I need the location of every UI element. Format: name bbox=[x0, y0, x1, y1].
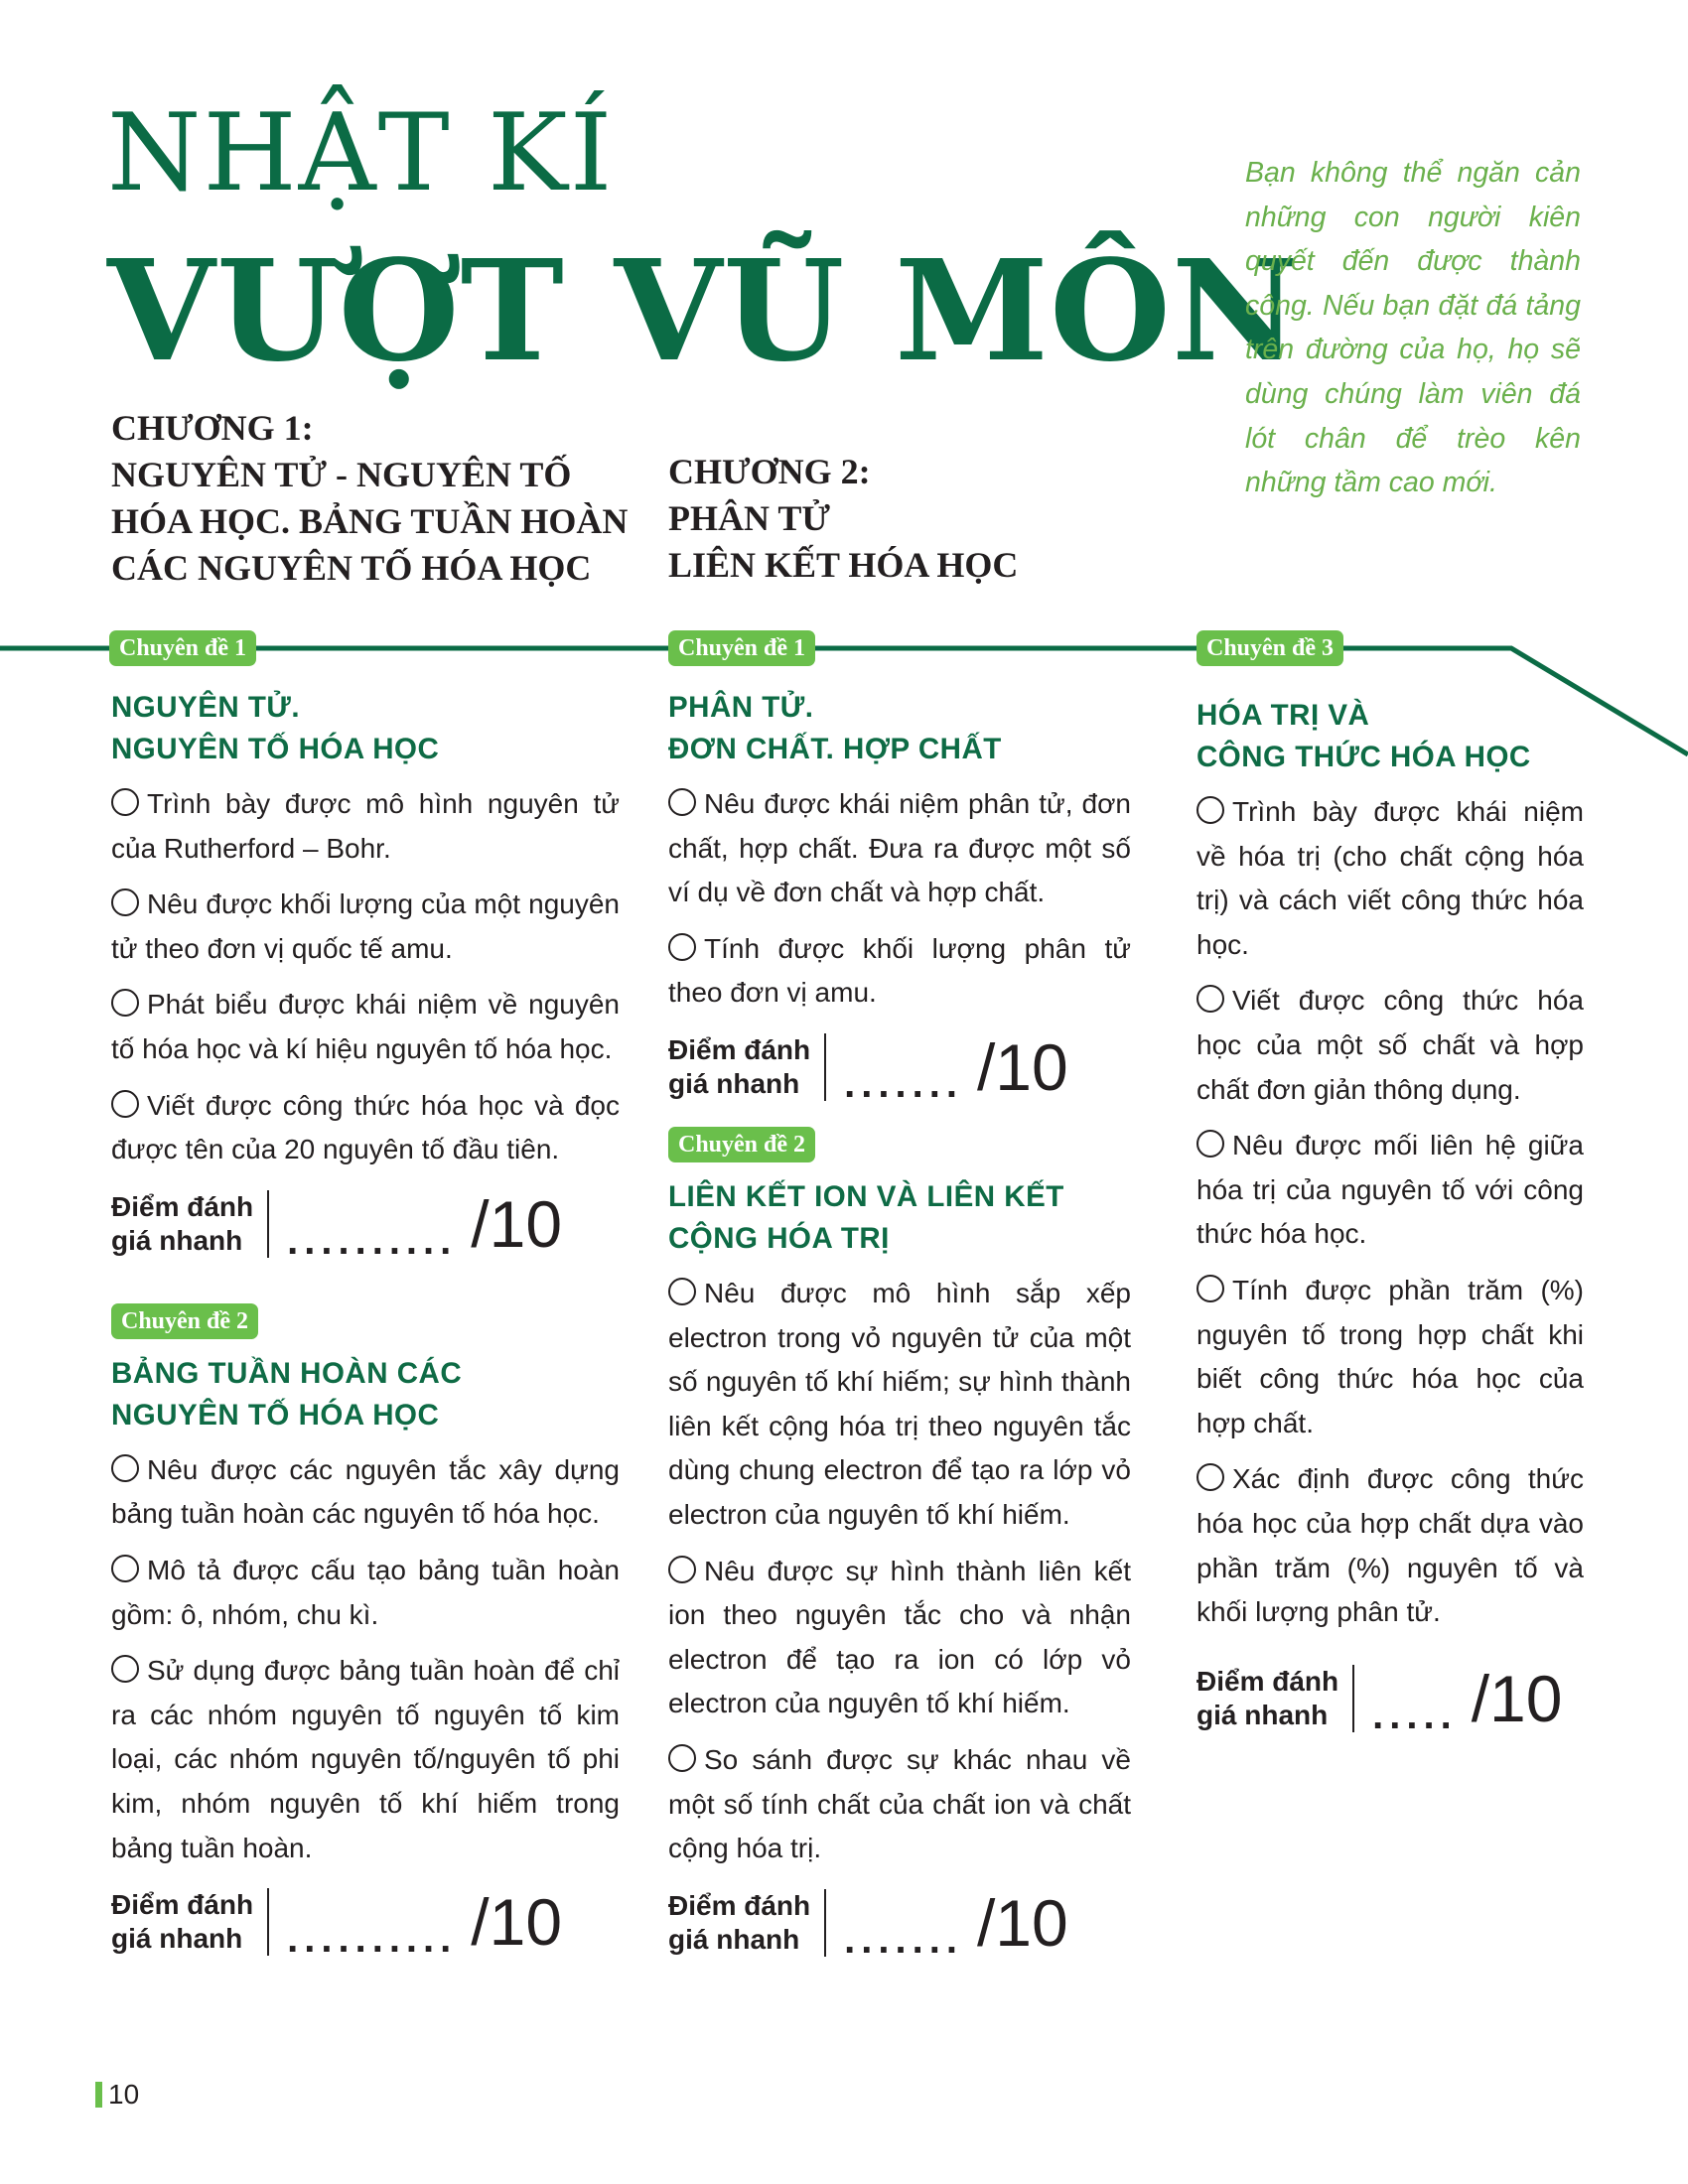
score-max: /10 bbox=[471, 1885, 563, 1960]
quick-score: Điểm đánh giá nhanh ....... /10 bbox=[668, 1885, 1068, 1962]
checkbox-circle-icon[interactable] bbox=[668, 933, 696, 961]
topic-badge: Chuyên đề 1 bbox=[668, 630, 815, 666]
chapter-2-heading bbox=[668, 449, 1018, 589]
checkbox-circle-icon[interactable] bbox=[111, 1454, 139, 1482]
checklist-item[interactable]: Nêu được sự hình thành liên kết ion theo nguyên tắc cho và nhận electron để tạo ra ion có lớp vỏ electron của nguyên tố khí hiếm. bbox=[668, 1555, 1131, 1719]
checkbox-circle-icon[interactable] bbox=[111, 788, 139, 816]
checkbox-circle-icon[interactable] bbox=[1196, 796, 1224, 824]
checkbox-circle-icon[interactable] bbox=[111, 1090, 139, 1118]
score-max: /10 bbox=[471, 1186, 563, 1261]
checklist-item[interactable]: Nêu được khái niệm phân tử, đơn chất, hợp chất. Đưa ra được một số ví dụ về đơn chất và hợp chất. bbox=[668, 788, 1131, 908]
topic-badge: Chuyên đề 2 bbox=[668, 1127, 815, 1162]
quote: Bạn không thể ngăn cản những con người kiên quyết đến được thành công. Nếu bạn đặt đá tảng trên đường của họ, họ sẽ dùng chúng làm viên đá lót chân để trèo kên những tầm cao mới. bbox=[1245, 157, 1581, 499]
checkbox-circle-icon[interactable] bbox=[668, 788, 696, 816]
checkbox-circle-icon[interactable] bbox=[111, 989, 139, 1017]
checklist-item[interactable]: Tính được khối lượng phân tử theo đơn vị amu. bbox=[668, 932, 1131, 1009]
title-line-1: NHẬT KÍ bbox=[107, 91, 615, 215]
checkbox-circle-icon[interactable] bbox=[111, 1655, 139, 1683]
column-1 bbox=[111, 687, 620, 1962]
checklist-item[interactable]: Phát biểu được khái niệm về nguyên tố hóa học và kí hiệu nguyên tố hóa học. bbox=[111, 989, 620, 1064]
checklist-item[interactable]: Sử dụng được bảng tuần hoàn để chỉ ra các nhóm nguyên tố nguyên tố kim loại, các nhóm nguyên tố/nguyên tố phi kim, nhóm nguyên tố khí hiếm trong bảng tuần hoàn. bbox=[111, 1655, 620, 1863]
quick-score: Điểm đánh giá nhanh ....... /10 bbox=[668, 1029, 1068, 1106]
topic-title: PHÂN TỬ. ĐƠN CHẤT. HỢP CHẤT bbox=[668, 691, 1002, 765]
chapter-line: CÁC NGUYÊN TỐ HÓA HỌC bbox=[111, 548, 592, 588]
checklist-item[interactable]: Trình bày được mô hình nguyên tử của Rutherford – Bohr. bbox=[111, 788, 620, 864]
score-blank[interactable]: ..... bbox=[1372, 1693, 1458, 1737]
checkbox-circle-icon[interactable] bbox=[111, 888, 139, 916]
score-blank[interactable]: .......... bbox=[287, 1917, 458, 1962]
chapter-line: LIÊN KẾT HÓA HỌC bbox=[668, 545, 1019, 585]
topic-title: BẢNG TUẦN HOÀN CÁC NGUYÊN TỐ HÓA HỌC bbox=[111, 1356, 463, 1432]
checklist-item[interactable]: Nêu được các nguyên tắc xây dựng bảng tuần hoàn các nguyên tố hóa học. bbox=[111, 1453, 620, 1530]
quick-score: Điểm đánh giá nhanh ..... /10 bbox=[1196, 1661, 1563, 1737]
checklist-item[interactable]: Tính được phần trăm (%) nguyên tố trong hợp chất khi biết công thức hóa học của hợp chất. bbox=[1196, 1274, 1584, 1438]
topic-title: HÓA TRỊ VÀ CÔNG THỨC HÓA HỌC bbox=[1196, 699, 1531, 773]
chapter-line: HÓA HỌC. BẢNG TUẦN HOÀN bbox=[111, 501, 629, 541]
quick-score: Điểm đánh giá nhanh .......... /10 bbox=[111, 1186, 563, 1263]
checkbox-circle-icon[interactable] bbox=[1196, 1275, 1224, 1302]
score-max: /10 bbox=[1471, 1661, 1563, 1735]
topic-badge: Chuyên đề 3 bbox=[1196, 630, 1343, 666]
checkbox-circle-icon[interactable] bbox=[668, 1278, 696, 1305]
checklist-item[interactable]: Nêu được mối liên hệ giữa hóa trị của nguyên tố với công thức hóa học. bbox=[1196, 1130, 1584, 1250]
checklist-item[interactable]: Nêu được khối lượng của một nguyên tử theo đơn vị quốc tế amu. bbox=[111, 888, 620, 964]
chapter-line: NGUYÊN TỬ - NGUYÊN TỐ bbox=[111, 455, 572, 494]
checkbox-circle-icon[interactable] bbox=[1196, 1463, 1224, 1491]
checkbox-circle-icon[interactable] bbox=[1196, 1130, 1224, 1158]
column-3 bbox=[1196, 695, 1584, 1737]
checkbox-circle-icon[interactable] bbox=[111, 1555, 139, 1582]
score-blank[interactable]: ....... bbox=[844, 1917, 963, 1962]
score-max: /10 bbox=[976, 1885, 1068, 1960]
score-blank[interactable]: .......... bbox=[287, 1218, 458, 1263]
checklist-item[interactable]: So sánh được sự khác nhau về một số tính chất của chất ion và chất cộng hóa trị. bbox=[668, 1743, 1131, 1864]
topic-title: NGUYÊN TỬ. NGUYÊN TỐ HÓA HỌC bbox=[111, 691, 440, 765]
score-max: /10 bbox=[976, 1029, 1068, 1104]
column-2 bbox=[668, 687, 1131, 1962]
checklist-item[interactable]: Trình bày được khái niệm về hóa trị (cho chất cộng hóa trị) và cách viết công thức hóa học. bbox=[1196, 796, 1584, 960]
page-number: 10 bbox=[95, 2079, 139, 2111]
checkbox-circle-icon[interactable] bbox=[1196, 985, 1224, 1013]
page-marker-icon bbox=[95, 2082, 102, 2108]
chapter-line: CHƯƠNG 2: bbox=[668, 452, 871, 491]
checklist-item[interactable]: Nêu được mô hình sắp xếp electron trong vỏ nguyên tử của một số nguyên tố khí hiếm; sự hình thành liên kết cộng hóa trị theo nguyên tắc dùng chung electron để tạo ra lớp vỏ electron của nguyên tố khí hiếm. bbox=[668, 1277, 1131, 1530]
topic-badge: Chuyên đề 1 bbox=[109, 630, 256, 666]
title-line-2: VƯỢT VŨ MÔN bbox=[107, 230, 1300, 393]
quick-score: Điểm đánh giá nhanh .......... /10 bbox=[111, 1885, 563, 1962]
score-blank[interactable]: ....... bbox=[844, 1061, 963, 1106]
checklist-item[interactable]: Viết được công thức hóa học và đọc được tên của 20 nguyên tố đầu tiên. bbox=[111, 1089, 620, 1165]
topic-title: LIÊN KẾT ION VÀ LIÊN KẾT CỘNG HÓA TRỊ bbox=[668, 1179, 1064, 1255]
checklist-item[interactable]: Mô tả được cấu tạo bảng tuần hoàn gồm: ô, nhóm, chu kì. bbox=[111, 1554, 620, 1630]
checkbox-circle-icon[interactable] bbox=[668, 1744, 696, 1772]
topic-badge: Chuyên đề 2 bbox=[111, 1303, 258, 1339]
chapter-line: CHƯƠNG 1: bbox=[111, 408, 314, 448]
checkbox-circle-icon[interactable] bbox=[668, 1556, 696, 1583]
chapter-1-heading bbox=[111, 405, 628, 592]
checklist-item[interactable]: Xác định được công thức hóa học của hợp chất dựa vào phần trăm (%) nguyên tố và khối lượng phân tử. bbox=[1196, 1463, 1584, 1628]
chapter-line: PHÂN TỬ bbox=[668, 498, 831, 538]
checklist-item[interactable]: Viết được công thức hóa học của một số chất và hợp chất đơn giản thông dụng. bbox=[1196, 985, 1584, 1105]
